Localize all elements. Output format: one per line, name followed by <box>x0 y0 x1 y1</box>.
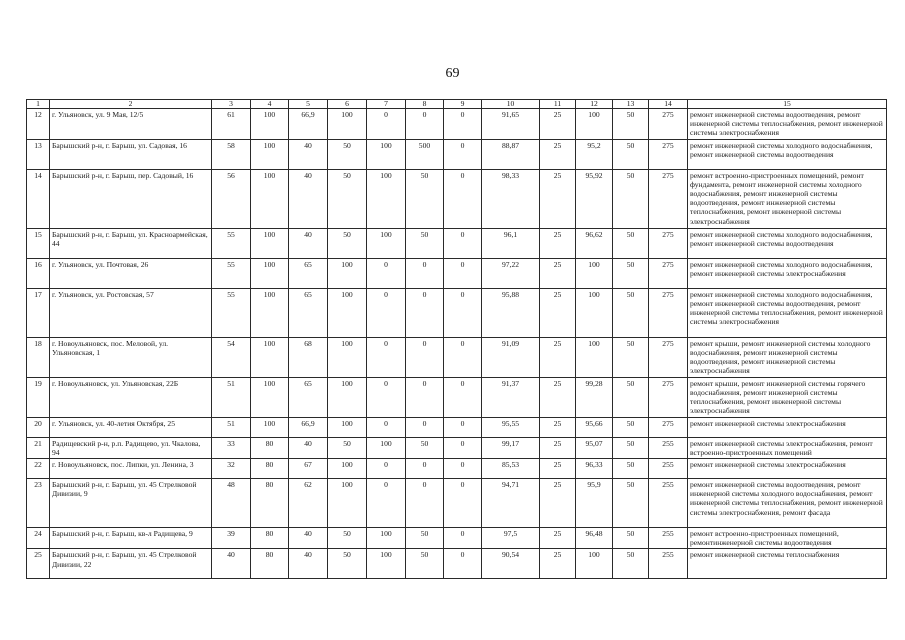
cell-c8: 50 <box>406 228 444 258</box>
cell-c9: 0 <box>444 437 482 458</box>
cell-c4: 100 <box>251 337 289 377</box>
cell-c14: 275 <box>649 258 688 288</box>
cell-c4: 80 <box>251 528 289 549</box>
cell-no: 23 <box>27 479 50 528</box>
cell-works: ремонт инженерной системы водоотведения, ремонт инженерной системы холодного водоснабжения, ремонт инженерной системы теплоснабжения, ремонт инженерной системы электроснабжения, ремонт фасада <box>688 479 887 528</box>
column-header-15: 15 <box>688 100 887 109</box>
cell-c4: 80 <box>251 479 289 528</box>
column-header-12: 12 <box>576 100 613 109</box>
column-header-6: 6 <box>328 100 367 109</box>
header-row <box>27 100 887 109</box>
cell-c3: 33 <box>212 437 251 458</box>
cell-c10: 95,55 <box>482 417 540 437</box>
cell-works: ремонт инженерной системы электроснабжения <box>688 417 887 437</box>
cell-c14: 275 <box>649 377 688 417</box>
cell-no: 14 <box>27 169 50 228</box>
cell-c7: 0 <box>367 377 406 417</box>
cell-c8: 0 <box>406 337 444 377</box>
cell-c14: 275 <box>649 417 688 437</box>
cell-c13: 50 <box>613 417 649 437</box>
cell-c7: 0 <box>367 109 406 140</box>
cell-c11: 25 <box>540 528 576 549</box>
cell-c12: 95,66 <box>576 417 613 437</box>
cell-c5: 66,9 <box>289 109 328 140</box>
cell-address: г. Новоульяновск, ул. Ульяновская, 22Б <box>50 377 212 417</box>
table-row <box>27 417 887 437</box>
cell-c7: 100 <box>367 528 406 549</box>
cell-c13: 50 <box>613 109 649 140</box>
cell-c5: 65 <box>289 288 328 337</box>
cell-c3: 51 <box>212 377 251 417</box>
cell-c5: 62 <box>289 479 328 528</box>
cell-no: 20 <box>27 417 50 437</box>
cell-no: 19 <box>27 377 50 417</box>
cell-c5: 40 <box>289 437 328 458</box>
cell-c9: 0 <box>444 228 482 258</box>
cell-c13: 50 <box>613 258 649 288</box>
cell-c13: 50 <box>613 377 649 417</box>
cell-c13: 50 <box>613 228 649 258</box>
column-header-3: 3 <box>212 100 251 109</box>
cell-c9: 0 <box>444 459 482 479</box>
cell-c11: 25 <box>540 288 576 337</box>
cell-c6: 100 <box>328 479 367 528</box>
cell-no: 25 <box>27 549 50 579</box>
cell-address: г. Ульяновск, ул. 40-летия Октября, 25 <box>50 417 212 437</box>
cell-c9: 0 <box>444 139 482 169</box>
cell-works: ремонт крыши, ремонт инженерной системы холодного водоснабжения, ремонт инженерной системы водоотведения, ремонт инженерной системы электроснабжения <box>688 337 887 377</box>
cell-c9: 0 <box>444 109 482 140</box>
cell-c6: 50 <box>328 528 367 549</box>
cell-c12: 99,28 <box>576 377 613 417</box>
cell-c8: 0 <box>406 288 444 337</box>
cell-c8: 0 <box>406 417 444 437</box>
cell-c9: 0 <box>444 377 482 417</box>
cell-c3: 48 <box>212 479 251 528</box>
cell-c4: 100 <box>251 228 289 258</box>
cell-c13: 50 <box>613 549 649 579</box>
cell-c8: 50 <box>406 437 444 458</box>
column-header-1: 1 <box>27 100 50 109</box>
column-header-14: 14 <box>649 100 688 109</box>
cell-c5: 40 <box>289 169 328 228</box>
cell-c12: 100 <box>576 337 613 377</box>
column-header-9: 9 <box>444 100 482 109</box>
cell-c7: 0 <box>367 288 406 337</box>
cell-c11: 25 <box>540 109 576 140</box>
cell-c14: 255 <box>649 549 688 579</box>
table-row <box>27 377 887 417</box>
cell-c8: 0 <box>406 258 444 288</box>
cell-no: 18 <box>27 337 50 377</box>
cell-address: г. Новоульяновск, пос. Липки, ул. Ленина, 3 <box>50 459 212 479</box>
cell-c14: 275 <box>649 288 688 337</box>
cell-c9: 0 <box>444 417 482 437</box>
cell-c12: 95,2 <box>576 139 613 169</box>
cell-c9: 0 <box>444 549 482 579</box>
table-row <box>27 549 887 579</box>
page-number: 69 <box>445 66 460 81</box>
cell-c10: 85,53 <box>482 459 540 479</box>
cell-c11: 25 <box>540 417 576 437</box>
cell-c7: 100 <box>367 228 406 258</box>
cell-c3: 56 <box>212 169 251 228</box>
cell-c7: 0 <box>367 258 406 288</box>
cell-c11: 25 <box>540 377 576 417</box>
cell-address: г. Ульяновск, ул. Почтовая, 26 <box>50 258 212 288</box>
cell-c5: 66,9 <box>289 417 328 437</box>
cell-c10: 90,54 <box>482 549 540 579</box>
cell-address: Барышский р-н, г. Барыш, ул. Красноармейская, 44 <box>50 228 212 258</box>
cell-c7: 100 <box>367 169 406 228</box>
cell-c10: 97,5 <box>482 528 540 549</box>
cell-c12: 95,9 <box>576 479 613 528</box>
cell-c5: 65 <box>289 258 328 288</box>
cell-c5: 40 <box>289 139 328 169</box>
data-table <box>26 99 887 579</box>
column-header-7: 7 <box>367 100 406 109</box>
cell-c13: 50 <box>613 479 649 528</box>
cell-c11: 25 <box>540 169 576 228</box>
cell-c8: 50 <box>406 169 444 228</box>
table-row <box>27 228 887 258</box>
cell-c12: 96,33 <box>576 459 613 479</box>
cell-c12: 100 <box>576 288 613 337</box>
cell-address: Барышский р-н, г. Барыш, ул. Садовая, 16 <box>50 139 212 169</box>
cell-c8: 50 <box>406 528 444 549</box>
cell-c3: 54 <box>212 337 251 377</box>
cell-no: 21 <box>27 437 50 458</box>
cell-c5: 65 <box>289 377 328 417</box>
table-row <box>27 528 887 549</box>
cell-c5: 68 <box>289 337 328 377</box>
cell-c3: 55 <box>212 228 251 258</box>
cell-c14: 275 <box>649 169 688 228</box>
cell-address: Барышский р-н, г. Барыш, ул. 45 Стрелковой Дивизии, 22 <box>50 549 212 579</box>
cell-c6: 50 <box>328 549 367 579</box>
cell-c6: 50 <box>328 139 367 169</box>
cell-c8: 0 <box>406 109 444 140</box>
cell-works: ремонт инженерной системы холодного водоснабжения, ремонт инженерной системы водоотведения <box>688 139 887 169</box>
cell-c8: 0 <box>406 377 444 417</box>
cell-c5: 67 <box>289 459 328 479</box>
cell-address: Радищевский р-н, р.п. Радищево, ул. Чкалова, 94 <box>50 437 212 458</box>
cell-no: 17 <box>27 288 50 337</box>
cell-c6: 100 <box>328 377 367 417</box>
cell-c6: 50 <box>328 169 367 228</box>
cell-c10: 91,37 <box>482 377 540 417</box>
cell-c10: 97,22 <box>482 258 540 288</box>
cell-c7: 0 <box>367 459 406 479</box>
column-header-13: 13 <box>613 100 649 109</box>
cell-c7: 0 <box>367 417 406 437</box>
cell-c5: 40 <box>289 549 328 579</box>
cell-c6: 50 <box>328 437 367 458</box>
cell-works: ремонт крыши, ремонт инженерной системы горячего водоснабжения, ремонт инженерной системы теплоснабжения, ремонт инженерной системы электроснабжения <box>688 377 887 417</box>
cell-c11: 25 <box>540 337 576 377</box>
table-row <box>27 139 887 169</box>
table-row <box>27 337 887 377</box>
cell-c7: 100 <box>367 437 406 458</box>
table-row <box>27 169 887 228</box>
cell-works: ремонт инженерной системы холодного водоснабжения, ремонт инженерной системы электроснабжения <box>688 258 887 288</box>
cell-c3: 58 <box>212 139 251 169</box>
cell-c9: 0 <box>444 479 482 528</box>
cell-c13: 50 <box>613 528 649 549</box>
cell-c4: 100 <box>251 377 289 417</box>
column-header-10: 10 <box>482 100 540 109</box>
cell-c4: 80 <box>251 459 289 479</box>
cell-c4: 100 <box>251 139 289 169</box>
cell-address: Барышский р-н, г. Барыш, пер. Садовый, 16 <box>50 169 212 228</box>
cell-c5: 40 <box>289 528 328 549</box>
cell-c10: 98,33 <box>482 169 540 228</box>
table-row <box>27 479 887 528</box>
cell-c5: 40 <box>289 228 328 258</box>
table-row <box>27 258 887 288</box>
cell-c13: 50 <box>613 288 649 337</box>
cell-c11: 25 <box>540 549 576 579</box>
cell-c6: 100 <box>328 417 367 437</box>
cell-c4: 100 <box>251 417 289 437</box>
cell-c9: 0 <box>444 528 482 549</box>
cell-c14: 255 <box>649 479 688 528</box>
cell-works: ремонт инженерной системы электроснабжения <box>688 459 887 479</box>
cell-c6: 100 <box>328 288 367 337</box>
table-row <box>27 288 887 337</box>
cell-c10: 96,1 <box>482 228 540 258</box>
cell-c3: 51 <box>212 417 251 437</box>
cell-address: г. Ульяновск, ул. Ростовская, 57 <box>50 288 212 337</box>
cell-c7: 0 <box>367 337 406 377</box>
cell-c3: 32 <box>212 459 251 479</box>
cell-c4: 100 <box>251 169 289 228</box>
cell-c7: 100 <box>367 549 406 579</box>
cell-c14: 255 <box>649 528 688 549</box>
cell-c10: 94,71 <box>482 479 540 528</box>
table-body <box>27 109 887 579</box>
cell-c6: 100 <box>328 459 367 479</box>
cell-c9: 0 <box>444 169 482 228</box>
cell-c12: 96,48 <box>576 528 613 549</box>
cell-c4: 100 <box>251 109 289 140</box>
cell-c4: 80 <box>251 437 289 458</box>
cell-c14: 255 <box>649 459 688 479</box>
cell-c10: 95,88 <box>482 288 540 337</box>
cell-c6: 100 <box>328 337 367 377</box>
cell-c14: 275 <box>649 139 688 169</box>
cell-c4: 100 <box>251 258 289 288</box>
cell-address: Барышский р-н, г. Барыш, кв-л Радищева, 9 <box>50 528 212 549</box>
cell-c10: 91,65 <box>482 109 540 140</box>
cell-c11: 25 <box>540 258 576 288</box>
cell-works: ремонт инженерной системы электроснабжения, ремонт встроенно-пристроенных помещений <box>688 437 887 458</box>
cell-works: ремонт инженерной системы теплоснабжения <box>688 549 887 579</box>
cell-c3: 55 <box>212 258 251 288</box>
cell-c14: 275 <box>649 228 688 258</box>
cell-c13: 50 <box>613 169 649 228</box>
cell-c13: 50 <box>613 437 649 458</box>
cell-address: г. Новоульяновск, пос. Меловой, ул. Ульяновская, 1 <box>50 337 212 377</box>
cell-no: 12 <box>27 109 50 140</box>
cell-c10: 88,87 <box>482 139 540 169</box>
table-row <box>27 437 887 458</box>
cell-c3: 55 <box>212 288 251 337</box>
cell-no: 15 <box>27 228 50 258</box>
cell-c12: 95,07 <box>576 437 613 458</box>
cell-no: 22 <box>27 459 50 479</box>
cell-c14: 255 <box>649 437 688 458</box>
cell-c13: 50 <box>613 139 649 169</box>
cell-c3: 61 <box>212 109 251 140</box>
cell-c11: 25 <box>540 437 576 458</box>
cell-works: ремонт инженерной системы водоотведения, ремонт инженерной системы теплоснабжения, ремонт инженерной системы электроснабжения <box>688 109 887 140</box>
column-header-2: 2 <box>50 100 212 109</box>
cell-c8: 0 <box>406 479 444 528</box>
cell-c6: 100 <box>328 258 367 288</box>
cell-address: г. Ульяновск, ул. 9 Мая, 12/5 <box>50 109 212 140</box>
cell-works: ремонт встроенно-пристроенных помещений, ремонтинженерной системы водоотведения <box>688 528 887 549</box>
cell-c12: 100 <box>576 109 613 140</box>
cell-c10: 91,09 <box>482 337 540 377</box>
cell-c9: 0 <box>444 288 482 337</box>
cell-c12: 95,92 <box>576 169 613 228</box>
cell-c4: 80 <box>251 549 289 579</box>
cell-address: Барышский р-н, г. Барыш, ул. 45 Стрелковой Дивизии, 9 <box>50 479 212 528</box>
cell-c12: 100 <box>576 549 613 579</box>
cell-c11: 25 <box>540 228 576 258</box>
cell-c6: 50 <box>328 228 367 258</box>
cell-c4: 100 <box>251 288 289 337</box>
cell-c8: 0 <box>406 459 444 479</box>
column-header-5: 5 <box>289 100 328 109</box>
cell-c7: 100 <box>367 139 406 169</box>
cell-c8: 500 <box>406 139 444 169</box>
cell-c12: 100 <box>576 258 613 288</box>
cell-c3: 40 <box>212 549 251 579</box>
column-header-4: 4 <box>251 100 289 109</box>
cell-c10: 99,17 <box>482 437 540 458</box>
table-row <box>27 109 887 140</box>
cell-c11: 25 <box>540 139 576 169</box>
cell-works: ремонт инженерной системы холодного водоснабжения, ремонт инженерной системы водоотведения, ремонт инженерной системы теплоснабжения, ремонт инженерной системы электроснабжения <box>688 288 887 337</box>
cell-no: 16 <box>27 258 50 288</box>
column-header-8: 8 <box>406 100 444 109</box>
cell-c11: 25 <box>540 479 576 528</box>
cell-c9: 0 <box>444 337 482 377</box>
cell-no: 24 <box>27 528 50 549</box>
column-header-11: 11 <box>540 100 576 109</box>
cell-c14: 275 <box>649 109 688 140</box>
cell-works: ремонт встроенно-пристроенных помещений, ремонт фундамента, ремонт инженерной системы холодного водоснабжения, ремонт инженерной системы водоотведения, ремонт инженерной системы теплоснабжения, ремонт инженерной системы электроснабжения <box>688 169 887 228</box>
cell-c13: 50 <box>613 459 649 479</box>
cell-c9: 0 <box>444 258 482 288</box>
cell-c13: 50 <box>613 337 649 377</box>
cell-c12: 96,62 <box>576 228 613 258</box>
cell-c3: 39 <box>212 528 251 549</box>
cell-c7: 0 <box>367 479 406 528</box>
cell-works: ремонт инженерной системы холодного водоснабжения, ремонт инженерной системы водоотведения <box>688 228 887 258</box>
table-row <box>27 459 887 479</box>
cell-c6: 100 <box>328 109 367 140</box>
cell-c11: 25 <box>540 459 576 479</box>
cell-no: 13 <box>27 139 50 169</box>
cell-c8: 50 <box>406 549 444 579</box>
cell-c14: 275 <box>649 337 688 377</box>
